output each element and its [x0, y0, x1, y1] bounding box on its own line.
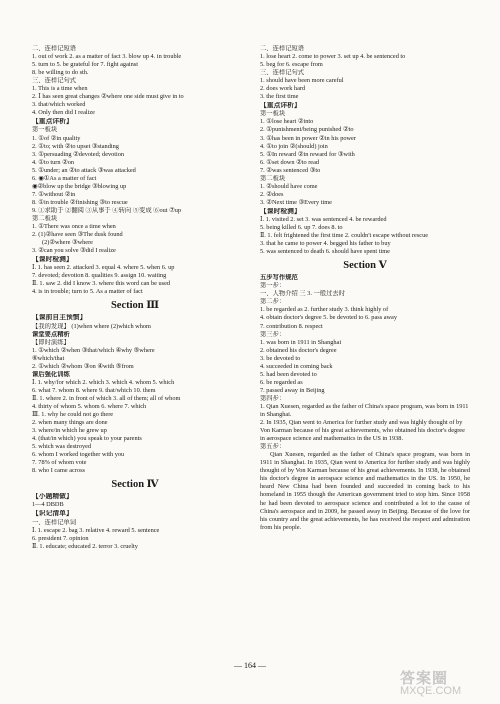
right-line-5: 2. does work hard [260, 85, 306, 93]
right-line-27: 五步写作规范 [260, 274, 298, 282]
left-line-34: 课堂要点精析 [32, 330, 70, 338]
left-line-53: 【小题精做】 [32, 493, 73, 501]
right-line-36: 2. obtained his doctor's degree [260, 346, 337, 354]
left-line-15: 5. ①under; an ②to attack ③was attacked [32, 166, 136, 174]
left-line-16: 6. ◉①As a matter of fact [32, 174, 97, 182]
right-line-8: 第一板块 [260, 110, 286, 118]
right-line-1: 1. lose heart 2. come to power 3. set up 4. be sentenced to [260, 53, 406, 61]
right-line-35: 1. was born in 1911 in Shanghai [260, 338, 342, 346]
left-column [32, 45, 238, 551]
left-line-50: 7. 78% of whom vote [32, 459, 87, 467]
left-line-10: 第一板块 [32, 126, 58, 134]
right-line-25: 5. was sentenced to death 6. should have spent time [260, 248, 390, 256]
left-line-3: 8. be willing to do sth. [32, 69, 89, 77]
left-line-6: 2. Ⅰ has seen great changes ②where one side must give in to [32, 93, 184, 101]
left-line-20: 9. ①求助于 ②翻阅 ③从事于 ④转向 ⑤变成 ⑥out ⑦up [32, 206, 182, 214]
left-line-33: 【我的发现】 (1)when where (2)which whom [32, 322, 151, 330]
right-line-20: 【课时检测】 [260, 207, 301, 215]
left-line-56: 一、连样记单词 [32, 518, 77, 526]
right-line-31: 1. be regarded as 2. further study 3. think highly of [260, 306, 389, 314]
left-line-49: 6. whom I worked together with you [32, 451, 125, 459]
left-line-4: 三、连样记句式 [32, 77, 77, 85]
left-line-38: 2. ①which ②whom ③on ④with ⑤from [32, 362, 134, 370]
left-line-51: 8. who I came across [32, 467, 85, 475]
left-line-8: 4. Only then did I realize [32, 109, 95, 117]
left-line-17: ◉②blow up the bridge ③blowing up [32, 182, 127, 190]
right-line-15: 7. ②was sentenced ③to [260, 166, 321, 174]
right-line-37: 3. be devoted to [260, 354, 301, 362]
left-line-9: 【重点详析】 [32, 118, 73, 126]
right-line-41: 7. passed away in Beijing [260, 386, 325, 394]
left-line-23: 2. (1)②have seen ③The dusk found [32, 231, 123, 239]
left-line-43: 4. thirty of whom 5. whom 6. where 7. which [32, 402, 147, 410]
left-line-24: (2)②where ③where [42, 239, 93, 247]
right-line-13: 5. ①In reward ②in reward for ③with [260, 150, 355, 158]
left-line-27: Ⅰ. 1. has seen 2. attacked 3. equal 4. where 5. when 6. up [32, 264, 175, 272]
right-line-6: 3. the first time [260, 93, 299, 101]
watermark-line2: MXQE.COM [400, 685, 462, 697]
right-line-30: 第二步： [260, 298, 286, 306]
left-line-18: 7. ①without ②in [32, 190, 76, 198]
right-line-32: 4. obtain doctor's degree 5. be devoted to 6. pass away [260, 314, 398, 322]
left-line-14: 4. ①to turn ②on [32, 158, 75, 166]
right-line-34: 第三步： [260, 330, 286, 338]
left-line-12: 2. ①to; with ②to upset ③standing [32, 142, 119, 150]
right-line-23: Ⅱ. 1. felt frightened the first time 2. couldn't escape without rescue [260, 232, 429, 240]
left-line-47: 4. (that/in which) you speak to your parents [32, 435, 142, 443]
page-number: — 164 — [234, 661, 266, 670]
left-line-55: 【识记清单】 [32, 510, 73, 518]
right-line-24: 3. that he came to power 4. begged his father to buy [260, 240, 391, 248]
left-line-42: Ⅱ. 1. where 2. in front of which 3. all of them; all of whom [32, 394, 181, 402]
right-line-22: 5. being killed 6. up 7. does 8. to [260, 224, 343, 232]
left-line-1: 1. out of work 2. as a matter of fact 3. blow up 4. in trouble [32, 53, 182, 61]
right-line-33: 7. contribution 8. respect [260, 322, 323, 330]
right-line-4: 1. should have been more careful [260, 77, 344, 85]
right-line-43: 1. Qian Xuesen, regarded as the father of China's space program, was born in 1911 in Shanghai. [260, 402, 469, 419]
left-line-11: 1. ①of ②in quality [32, 134, 81, 142]
right-line-14: 6. ①set down ②to read [260, 158, 320, 166]
left-line-59: Ⅱ. 1. educate; educated 2. terror 3. cruelty [32, 542, 138, 550]
right-line-2: 5. beg for 6. escape from [260, 61, 323, 69]
right-column [260, 45, 470, 532]
right-line-17: 1. ②should have come [260, 182, 318, 190]
left-line-41: 6. what 7. whom 8. where 9. that/which 10. them [32, 386, 156, 394]
left-line-5: 1. This is a time when [32, 85, 88, 93]
left-line-46: 3. where/in which he grew up [32, 427, 107, 435]
right-line-40: 6. be regarded as [260, 378, 303, 386]
left-line-36: 1. ①which ②when ③that/which ④why ⑤where [32, 346, 155, 354]
left-line-44: Ⅲ. 1. why he could not go there [32, 411, 114, 419]
left-line-39: 课后强化训练 [32, 370, 70, 378]
left-line-48: 5. which was destroyed [32, 443, 92, 451]
left-line-2: 5. turn to 5. be grateful for 7. fight against [32, 61, 138, 69]
right-line-0: 二、连样记短语 [260, 45, 305, 52]
right-line-46: Qian Xuesen, regarded as the father of China's space program, was born in 1911 in Shanghai. In 1935, Qian went to America for further study and was highly thought of by Von Karman because of his great achievements. In 1938, he obtained his doctor's degree in aerospace science and mathematics in the US. In 1950, he heard New China had been founded and succeeded in coming back to his homeland in 1955 though the American government tried to stop him. Since 1958 he had been devoted to aerospace science and contributed a lot to the cause of China's aerospace and in 2009, he passed away in Beijing. Because of the love for his country and the great achievements, he has received the respect and admiration from his people. [260, 451, 470, 531]
watermark-line1: 答案圈 [400, 670, 449, 687]
left-line-57: Ⅰ. 1. escape 2. bag 3. relative 4. reward 5. sentence [32, 526, 160, 534]
left-line-58: 6. president 7. opinion [32, 534, 89, 542]
right-line-11: 3. ①has been in power ②in his power [260, 134, 356, 142]
right-line-38: 4. succeeded in coming back [260, 362, 333, 370]
right-line-39: 5. had been devoted to [260, 370, 317, 378]
right-line-7: 【重点详析】 [260, 102, 301, 110]
right-line-44: 2. In 1935, Qian went to America for further study and was highly thought of by Von Karman because of his great achievements, who obtained his doctor's degree in aerospace science and mathematics in the US in 1938. [260, 419, 465, 443]
left-line-28: 7. devoted; devotion 8. qualities 9. assign 10. waiting [32, 272, 167, 280]
right-line-26: Section Ⅴ [343, 260, 387, 272]
right-line-29: 一、人物介绍 三 3. 一般过去时 [260, 290, 346, 298]
left-line-7: 3. that/which worked [32, 101, 86, 109]
right-line-16: 第二板块 [260, 174, 286, 182]
left-line-35: 【即时演练】 [32, 338, 70, 346]
left-line-29: Ⅱ. 1. saw 2. did I know 3. where this word can be used [32, 280, 171, 288]
left-line-52: Section Ⅳ [111, 479, 159, 491]
left-line-22: 1. ①There was once a time when [32, 223, 116, 231]
right-line-9: 1. ①lose heart ②into [260, 118, 314, 126]
right-line-19: 3. ②Next time ③Every time [260, 198, 332, 206]
right-line-18: 2. ②does [260, 190, 284, 198]
left-line-21: 第二板块 [32, 214, 58, 222]
left-line-19: 8. ①in trouble ②finishing ③to rescue [32, 198, 128, 206]
left-line-0: 二、连样记短语 [32, 45, 77, 52]
left-line-54: 1—4 DBDB [32, 501, 64, 509]
left-line-40: Ⅰ. 1. why/for which 2. which 3. which 4. whom 5. which [32, 378, 175, 386]
right-line-10: 2. ①punishment/being punished ②to [260, 126, 354, 134]
right-line-45: 第五步： [260, 443, 286, 451]
left-line-26: 【课时检测】 [32, 256, 73, 264]
left-line-30: 4. is in trouble; turn to 5. As a matter of fact [32, 288, 143, 296]
right-line-42: 第四步： [260, 394, 286, 402]
right-line-28: 第一步： [260, 282, 286, 290]
watermark-logo [400, 667, 490, 699]
left-line-37: ⑥which/that [32, 354, 65, 362]
left-line-31: Section Ⅲ [110, 300, 160, 312]
right-line-12: 4. ①to join ②(should) join [260, 142, 328, 150]
left-line-45: 2. when many things are done [32, 419, 108, 427]
right-line-21: Ⅰ. 1. visited 2. set 3. was sentenced 4. be rewarded [260, 215, 387, 223]
right-line-3: 三、连样记句式 [260, 69, 305, 77]
left-line-25: 3. ②can you solve ③did I realize [32, 247, 116, 255]
left-line-13: 3. ①persuading ②devoted; devotion [32, 150, 125, 158]
left-line-32: 【课前自主预惯】 [32, 314, 87, 322]
